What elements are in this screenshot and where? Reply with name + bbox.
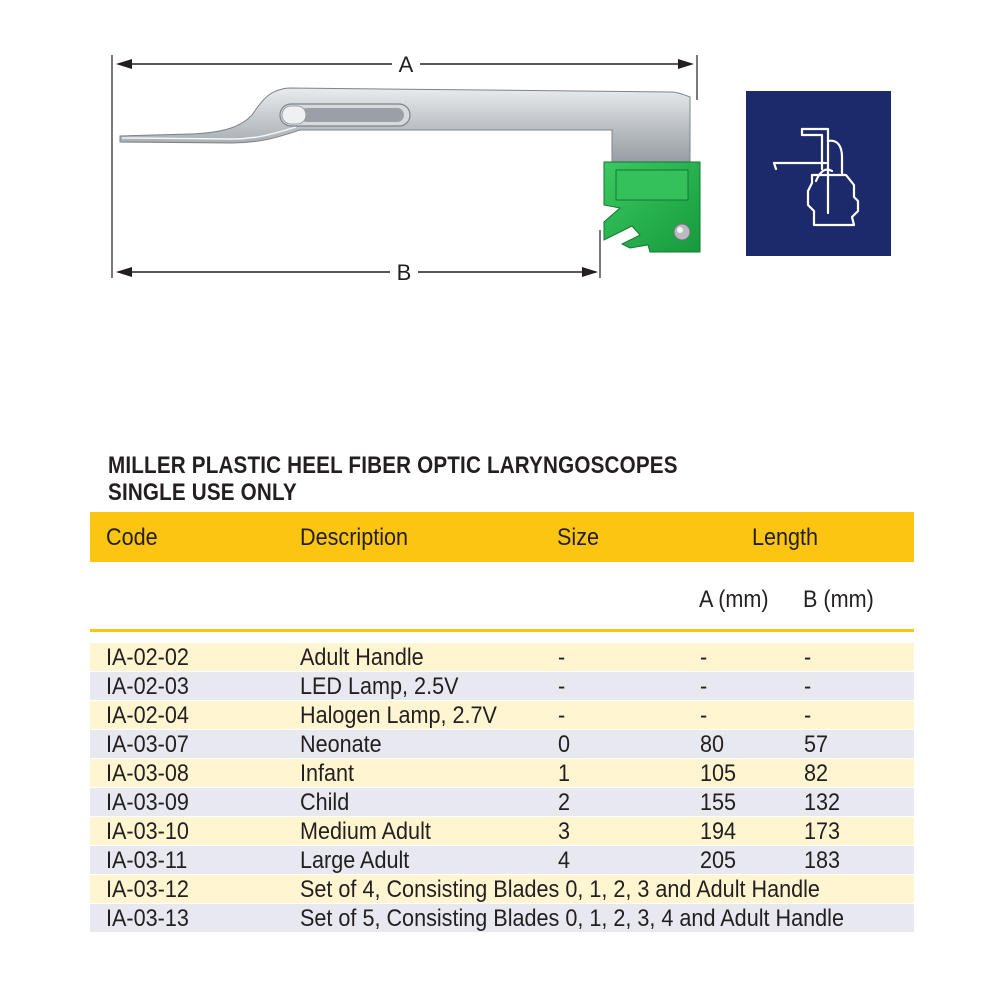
- cell-size: 4: [558, 847, 571, 874]
- cell-code: IA-03-10: [106, 818, 189, 845]
- cell-length-b: 183: [804, 847, 841, 874]
- subheader-b-mm: B (mm): [803, 586, 874, 613]
- cell-size: -: [558, 702, 566, 729]
- table-row: [90, 846, 914, 874]
- header-description: Description: [300, 524, 409, 551]
- table-row: [90, 817, 914, 845]
- laryngoscope-blade: [120, 88, 690, 170]
- cell-length-b: -: [804, 644, 812, 671]
- cell-length-b: -: [804, 702, 812, 729]
- handle-fitting-icon: [746, 91, 891, 256]
- cell-description: Medium Adult: [300, 818, 431, 845]
- cell-length-a: 155: [700, 789, 737, 816]
- dim-b-label: B: [396, 260, 412, 285]
- cell-length-a: 105: [700, 760, 737, 787]
- cell-size: 2: [558, 789, 571, 816]
- cell-code: IA-02-03: [106, 673, 189, 700]
- dim-a-label: A: [398, 52, 414, 77]
- cell-length-a: 194: [700, 818, 737, 845]
- header-rule: [90, 629, 914, 632]
- header-code: Code: [106, 524, 158, 551]
- cell-description: Halogen Lamp, 2.7V: [300, 702, 497, 729]
- cell-code: IA-03-09: [106, 789, 189, 816]
- subheader-a-mm: A (mm): [699, 586, 769, 613]
- cell-length-a: -: [700, 673, 708, 700]
- table-row: [90, 759, 914, 787]
- cell-length-b: 173: [804, 818, 841, 845]
- cell-description: Set of 4, Consisting Blades 0, 1, 2, 3 and Adult Handle: [300, 876, 820, 903]
- table-row: [90, 643, 914, 671]
- cell-description: Neonate: [300, 731, 382, 758]
- cell-size: -: [558, 673, 566, 700]
- cell-code: IA-03-13: [106, 905, 189, 932]
- hook-handle-icon: [746, 91, 891, 256]
- cell-length-a: -: [700, 644, 708, 671]
- table-row: [90, 672, 914, 700]
- header-size: Size: [557, 524, 600, 551]
- table-row: [90, 904, 914, 932]
- table-row: [90, 788, 914, 816]
- cell-description: Adult Handle: [300, 644, 424, 671]
- table-row: [90, 730, 914, 758]
- header-length: Length: [752, 524, 819, 551]
- title-line-2: SINGLE USE ONLY: [108, 479, 297, 506]
- cell-length-b: 82: [804, 760, 829, 787]
- cell-length-a: 205: [700, 847, 737, 874]
- cell-code: IA-03-07: [106, 731, 189, 758]
- product-title: [108, 452, 678, 506]
- cell-description: Set of 5, Consisting Blades 0, 1, 2, 3, 4 and Adult Handle: [300, 905, 844, 932]
- cell-length-b: -: [804, 673, 812, 700]
- cell-description: Child: [300, 789, 350, 816]
- table-row: [90, 701, 914, 729]
- title-line-1: MILLER PLASTIC HEEL FIBER OPTIC LARYNGOSCOPES: [108, 452, 678, 479]
- cell-description: LED Lamp, 2.5V: [300, 673, 459, 700]
- cell-code: IA-03-11: [106, 847, 188, 874]
- cell-description: Large Adult: [300, 847, 410, 874]
- cell-description: Infant: [300, 760, 355, 787]
- cell-length-a: 80: [700, 731, 725, 758]
- cell-length-a: -: [700, 702, 708, 729]
- cell-length-b: 57: [804, 731, 829, 758]
- dimension-b: [116, 230, 600, 285]
- cell-size: 1: [558, 760, 571, 787]
- plastic-heel: [604, 162, 700, 252]
- cell-code: IA-03-12: [106, 876, 189, 903]
- cell-size: 0: [558, 731, 571, 758]
- cell-code: IA-03-08: [106, 760, 189, 787]
- table-row: [90, 875, 914, 903]
- cell-code: IA-02-02: [106, 644, 189, 671]
- cell-size: -: [558, 644, 566, 671]
- cell-code: IA-02-04: [106, 702, 189, 729]
- cell-length-b: 132: [804, 789, 841, 816]
- cell-size: 3: [558, 818, 571, 845]
